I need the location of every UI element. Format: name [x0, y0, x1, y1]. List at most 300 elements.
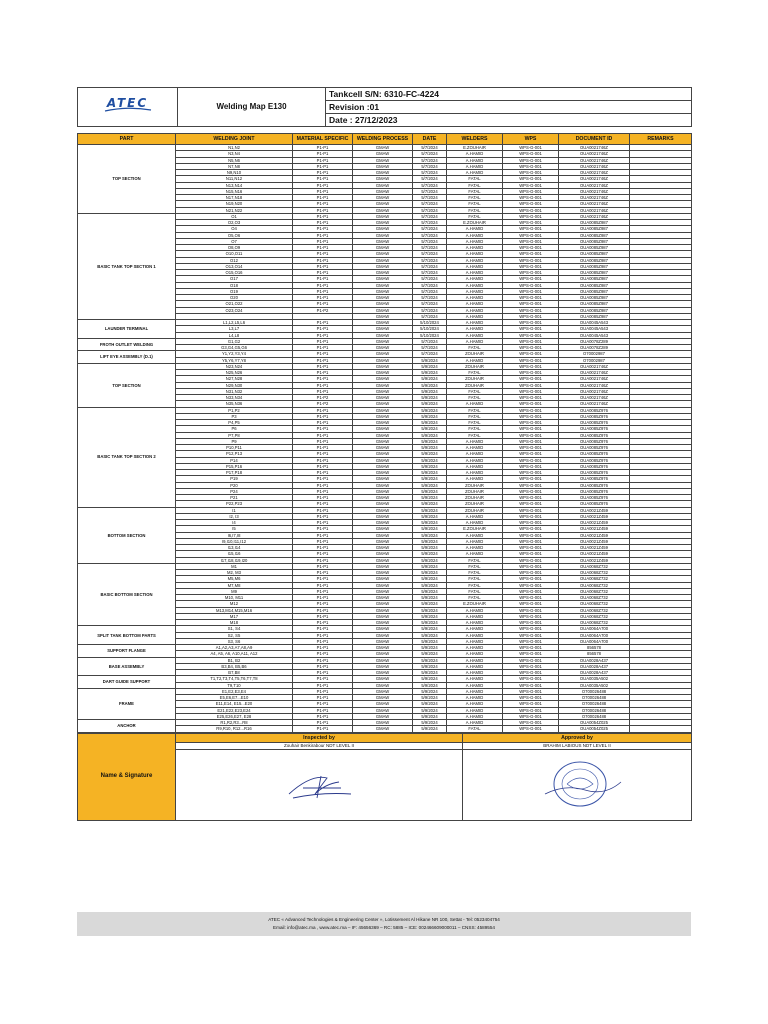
page-footer — [77, 912, 691, 936]
document-id-cell: OUA0021746Z — [559, 195, 630, 201]
material-cell: P1-P1 — [293, 470, 353, 476]
process-cell: GMAW — [353, 388, 413, 394]
material-cell: P1-P1 — [293, 220, 353, 226]
table-row — [78, 720, 692, 726]
part-cell: LIFT EYE ASSEMBLY (D.1) — [78, 351, 176, 364]
wps-cell: WPS-G-001 — [503, 395, 559, 401]
process-cell: GMAW — [353, 195, 413, 201]
welding-joint-cell: P14 — [176, 457, 293, 463]
welding-joint-cell: O5,O6 — [176, 232, 293, 238]
document-id-cell: OUA0085Z987 — [559, 288, 630, 294]
document-id-cell: OUA0085Z987 — [559, 257, 630, 263]
process-cell: GMAW — [353, 482, 413, 488]
process-cell: GMAW — [353, 657, 413, 663]
welder-cell: FATAL — [447, 557, 503, 563]
table-row — [78, 563, 692, 569]
document-id-cell: OUA0085Z976 — [559, 407, 630, 413]
wps-cell: WPS-G-001 — [503, 295, 559, 301]
document-id-cell: OUA0085Z976 — [559, 432, 630, 438]
welding-joint-cell: O1 — [176, 213, 293, 219]
document-id-cell: O70002987 — [559, 357, 630, 363]
welder-cell: FATAL — [447, 595, 503, 601]
wps-cell: WPS-G-001 — [503, 726, 559, 732]
approval-stamp-icon — [525, 754, 635, 814]
date-cell: 5/7/2024 — [413, 220, 447, 226]
date-cell: 5/7/2024 — [413, 157, 447, 163]
welding-joint-cell: M12 — [176, 601, 293, 607]
document-id-cell: OUA0085Z976 — [559, 463, 630, 469]
part-cell: SPLIT TANK BOTTOM PARTS — [78, 626, 176, 645]
wps-cell: WPS-G-001 — [503, 576, 559, 582]
date-cell: 5/9/2024 — [413, 451, 447, 457]
welder-cell: A.HAMID — [447, 257, 503, 263]
document-id-cell: OUA0045A543 — [559, 326, 630, 332]
document-id-cell: OUA0085Z987 — [559, 238, 630, 244]
document-id-cell: OUA0021746Z — [559, 382, 630, 388]
welder-cell: FATAL — [447, 345, 503, 351]
date-cell: 5/7/2024 — [413, 307, 447, 313]
wps-cell: WPS-G-001 — [503, 432, 559, 438]
wps-cell: WPS-G-001 — [503, 226, 559, 232]
wps-cell: WPS-G-001 — [503, 363, 559, 369]
process-cell: GMAW — [353, 295, 413, 301]
welding-joint-cell: N29,N30 — [176, 382, 293, 388]
wps-cell: WPS-G-001 — [503, 263, 559, 269]
welding-joint-cell: N23,N24 — [176, 363, 293, 369]
date-cell: 5/9/2024 — [413, 407, 447, 413]
date-cell: 5/9/2024 — [413, 488, 447, 494]
table-row — [78, 351, 692, 357]
inspected-by-heading: Inspected by — [176, 733, 463, 742]
welder-cell: FATAL — [447, 388, 503, 394]
wps-cell: WPS-G-001 — [503, 407, 559, 413]
document-id-cell: OUA0085Z987 — [559, 295, 630, 301]
date-cell: 5/9/2024 — [413, 363, 447, 369]
welding-joint-cell: N15,N16 — [176, 188, 293, 194]
material-cell: P1-P1 — [293, 245, 353, 251]
process-cell: GMAW — [353, 476, 413, 482]
part-cell: BASIC TANK TOP SECTION 1 — [78, 213, 176, 319]
date-cell: 5/9/2024 — [413, 570, 447, 576]
date-cell: 5/9/2024 — [413, 588, 447, 594]
welding-joint-cell: N33,N34 — [176, 395, 293, 401]
welding-joint-cell: O17 — [176, 276, 293, 282]
welder-cell: ZOUHAIR — [447, 351, 503, 357]
process-cell: GMAW — [353, 582, 413, 588]
welding-joint-cell: Y5,Y6,Y7,Y8 — [176, 357, 293, 363]
material-cell: P1-P1 — [293, 438, 353, 444]
wps-cell: WPS-G-001 — [503, 638, 559, 644]
document-id-cell: O700026488 — [559, 695, 630, 701]
date-cell: 5/7/2024 — [413, 201, 447, 207]
revision: Revision :01 — [326, 101, 692, 114]
part-cell: FROTH OUTLET WELDING — [78, 338, 176, 351]
process-cell: GMAW — [353, 395, 413, 401]
date-cell: 5/9/2024 — [413, 720, 447, 726]
document-id-cell: OUA0068Z732 — [559, 588, 630, 594]
welder-cell: A.HAMID — [447, 632, 503, 638]
welding-joint-cell: O4 — [176, 226, 293, 232]
date-cell: 5/9/2024 — [413, 470, 447, 476]
process-cell: GMAW — [353, 563, 413, 569]
document-header — [77, 87, 692, 127]
date-cell: 5/9/2024 — [413, 713, 447, 719]
approver-name: BRAHIM LABIOUS NDT LEVEL II — [463, 742, 692, 749]
welder-cell: A.HAMID — [447, 476, 503, 482]
welder-cell: A.HAMID — [447, 532, 503, 538]
welder-cell: FATAL — [447, 213, 503, 219]
column-header: PART — [78, 134, 176, 145]
process-cell: GMAW — [353, 726, 413, 732]
welding-joint-cell: B1, B2 — [176, 657, 293, 663]
process-cell: GMAW — [353, 276, 413, 282]
welder-cell: E.ZOUHAIR — [447, 220, 503, 226]
welder-cell: E.ZOUHAIR — [447, 145, 503, 151]
document-id-cell: OUA0085Z987 — [559, 263, 630, 269]
process-cell: GMAW — [353, 645, 413, 651]
date-cell: 5/9/2024 — [413, 595, 447, 601]
process-cell: GMAW — [353, 245, 413, 251]
document-id-cell: OUA0064A700 — [559, 632, 630, 638]
date-cell: 5/7/2024 — [413, 226, 447, 232]
document-id-cell: O700026488 — [559, 688, 630, 694]
welding-joint-cell: P10,P11 — [176, 445, 293, 451]
process-cell: GMAW — [353, 420, 413, 426]
wps-cell: WPS-G-001 — [503, 676, 559, 682]
logo-swoosh-icon — [103, 107, 153, 113]
material-cell: P1-P1 — [293, 151, 353, 157]
document-date: Date : 27/12/2023 — [326, 114, 692, 127]
material-cell: P1-P1 — [293, 320, 353, 326]
welding-joint-cell: N3,N4 — [176, 151, 293, 157]
date-cell: 5/9/2024 — [413, 726, 447, 732]
document-id-cell: OUA0064A700 — [559, 626, 630, 632]
date-cell: 5/9/2024 — [413, 382, 447, 388]
document-id-cell: OUA0028A437 — [559, 657, 630, 663]
wps-cell: WPS-G-001 — [503, 157, 559, 163]
welding-joint-cell: O21,O22 — [176, 301, 293, 307]
welder-cell: A.HAMID — [447, 451, 503, 457]
process-cell: GMAW — [353, 257, 413, 263]
material-cell: P1-P1 — [293, 488, 353, 494]
document-id-cell: OUA0021Z459 — [559, 538, 630, 544]
welding-joint-cell: P17,P18 — [176, 470, 293, 476]
material-cell: P1-P1 — [293, 170, 353, 176]
welder-cell: A.HAMID — [447, 163, 503, 169]
document-id-cell: OUA0068Z732 — [559, 601, 630, 607]
welding-joint-cell: E5,E6,E7...E10 — [176, 695, 293, 701]
date-cell: 5/9/2024 — [413, 638, 447, 644]
date-cell: 5/9/2024 — [413, 551, 447, 557]
welder-cell: A.HAMID — [447, 538, 503, 544]
welder-cell: A.HAMID — [447, 320, 503, 326]
date-cell: 5/7/2024 — [413, 301, 447, 307]
material-cell: P1-P1 — [293, 595, 353, 601]
document-id-cell: OUA0021746Z — [559, 201, 630, 207]
wps-cell: WPS-G-001 — [503, 595, 559, 601]
welder-cell: A.HAMID — [447, 157, 503, 163]
date-cell: 5/9/2024 — [413, 538, 447, 544]
wps-cell: WPS-G-001 — [503, 501, 559, 507]
welder-cell: A.HAMID — [447, 457, 503, 463]
document-id-cell: OUA0021746Z — [559, 151, 630, 157]
approved-by-heading: Approved by — [463, 733, 692, 742]
wps-cell: WPS-G-001 — [503, 520, 559, 526]
date-cell: 5/9/2024 — [413, 532, 447, 538]
wps-cell: WPS-G-001 — [503, 513, 559, 519]
wps-cell: WPS-G-001 — [503, 557, 559, 563]
process-cell: GMAW — [353, 663, 413, 669]
material-cell: P1-P1 — [293, 370, 353, 376]
part-cell: ANCHOR — [78, 720, 176, 733]
process-cell: GMAW — [353, 670, 413, 676]
wps-cell: WPS-G-001 — [503, 601, 559, 607]
process-cell: GMAW — [353, 313, 413, 319]
wps-cell: WPS-G-001 — [503, 476, 559, 482]
date-cell: 5/9/2024 — [413, 501, 447, 507]
date-cell: 5/9/2024 — [413, 607, 447, 613]
wps-cell: WPS-G-001 — [503, 426, 559, 432]
welder-cell: A.HAMID — [447, 307, 503, 313]
material-cell: P1-P1 — [293, 376, 353, 382]
process-cell: GMAW — [353, 495, 413, 501]
process-cell: GMAW — [353, 376, 413, 382]
date-cell: 5/7/2024 — [413, 207, 447, 213]
welding-joint-cell: P20 — [176, 482, 293, 488]
material-cell: P1-P1 — [293, 238, 353, 244]
date-cell: 5/7/2024 — [413, 145, 447, 151]
welder-cell: FATAL — [447, 176, 503, 182]
process-cell: GMAW — [353, 626, 413, 632]
welding-joint-cell: M9 — [176, 588, 293, 594]
process-cell: GMAW — [353, 426, 413, 432]
welder-cell: A.HAMID — [447, 445, 503, 451]
process-cell: GMAW — [353, 432, 413, 438]
welding-joint-cell: O2,O3 — [176, 220, 293, 226]
column-header: REMARKS — [630, 134, 692, 145]
welder-cell: FATAL — [447, 726, 503, 732]
welding-joint-cell: L1,L2,L5,L6 — [176, 320, 293, 326]
part-cell: TOP SECTION — [78, 145, 176, 214]
date-cell: 5/9/2024 — [413, 432, 447, 438]
material-cell: P1-P1 — [293, 582, 353, 588]
process-cell: GMAW — [353, 145, 413, 151]
welding-joint-cell: P9 — [176, 438, 293, 444]
process-cell: GMAW — [353, 695, 413, 701]
material-cell: P1-P1 — [293, 226, 353, 232]
material-cell: P1-P1 — [293, 332, 353, 338]
process-cell: GMAW — [353, 545, 413, 551]
document-id-cell: OUA0068Z732 — [559, 620, 630, 626]
document-id-cell: OUA0085Z976 — [559, 457, 630, 463]
welder-cell: FATAL — [447, 207, 503, 213]
welding-joint-cell: M2, M3 — [176, 570, 293, 576]
inspector-signature-icon — [281, 764, 361, 804]
material-cell: P1-P1 — [293, 576, 353, 582]
welding-joint-cell: I17,I18,I19,I20 — [176, 557, 293, 563]
wps-cell: WPS-G-001 — [503, 720, 559, 726]
process-cell: GMAW — [353, 457, 413, 463]
welding-joint-cell: I15,I16 — [176, 551, 293, 557]
material-cell: P1-P1 — [293, 282, 353, 288]
process-cell: GMAW — [353, 282, 413, 288]
process-cell: GMAW — [353, 188, 413, 194]
welding-joint-cell: G3,G4,G5,G6 — [176, 345, 293, 351]
date-cell: 5/7/2024 — [413, 176, 447, 182]
document-id-cell: OUA0085Z976 — [559, 488, 630, 494]
welder-cell: FATAL — [447, 182, 503, 188]
welding-joint-cell: O20 — [176, 295, 293, 301]
process-cell: GMAW — [353, 363, 413, 369]
document-id-cell: OUA0054Z025 — [559, 726, 630, 732]
welding-joint-cell: S1, S4 — [176, 626, 293, 632]
welder-cell: A.HAMID — [447, 670, 503, 676]
welder-cell: A.HAMID — [447, 520, 503, 526]
welder-cell: ZOUHAIR — [447, 482, 503, 488]
material-cell: P1-P1 — [293, 545, 353, 551]
process-cell: GMAW — [353, 707, 413, 713]
welding-joint-cell: G1,G2 — [176, 338, 293, 344]
material-cell: P1-P1 — [293, 363, 353, 369]
date-cell: 5/9/2024 — [413, 482, 447, 488]
table-row — [78, 657, 692, 663]
column-header: MATERIAL SPECIFIC — [293, 134, 353, 145]
column-header: WELDERS — [447, 134, 503, 145]
welder-cell: FATAL — [447, 188, 503, 194]
date-cell: 5/9/2024 — [413, 582, 447, 588]
table-row — [78, 407, 692, 413]
process-cell: GMAW — [353, 720, 413, 726]
wps-cell: WPS-G-001 — [503, 176, 559, 182]
wps-cell: WPS-G-001 — [503, 688, 559, 694]
footer-address: ATEC « Advanced Technologies & Engineering Center », Lotissement Al Hikane NR 100, Settat - Tel: 0523404754 — [268, 917, 500, 922]
wps-cell: WPS-G-001 — [503, 288, 559, 294]
welding-joint-cell: O18 — [176, 282, 293, 288]
wps-cell: WPS-G-001 — [503, 151, 559, 157]
material-cell: P1-P1 — [293, 270, 353, 276]
date-cell: 5/9/2024 — [413, 395, 447, 401]
document-id-cell: OUA0085Z987 — [559, 251, 630, 257]
date-cell: 5/7/2024 — [413, 282, 447, 288]
process-cell: GMAW — [353, 688, 413, 694]
logo-text: ATEC — [106, 96, 149, 111]
process-cell: GMAW — [353, 288, 413, 294]
date-cell: 5/9/2024 — [413, 707, 447, 713]
process-cell: GMAW — [353, 507, 413, 513]
welding-joint-cell: T1,T2,T3,T4,T5,T6,T7,T8 — [176, 676, 293, 682]
material-cell: P1-P1 — [293, 251, 353, 257]
welder-cell: E.ZOUHAIR — [447, 601, 503, 607]
date-cell: 5/9/2024 — [413, 438, 447, 444]
date-cell: 5/9/2024 — [413, 463, 447, 469]
date-cell: 5/9/2024 — [413, 445, 447, 451]
document-id-cell: OUA0021746Z — [559, 157, 630, 163]
material-cell: P1-P1 — [293, 351, 353, 357]
welding-joint-cell: E21,E22,E23,E24 — [176, 707, 293, 713]
wps-cell: WPS-G-001 — [503, 351, 559, 357]
process-cell: GMAW — [353, 588, 413, 594]
material-cell: P1-P1 — [293, 495, 353, 501]
material-cell: P1-P1 — [293, 420, 353, 426]
date-cell: 5/7/2024 — [413, 195, 447, 201]
wps-cell: WPS-G-001 — [503, 170, 559, 176]
welding-joint-cell: N17,N18 — [176, 195, 293, 201]
column-header: WELDING JOINT — [176, 134, 293, 145]
material-cell: P1-P1 — [293, 632, 353, 638]
date-cell: 5/9/2024 — [413, 626, 447, 632]
document-id-cell: OUA0021746Z — [559, 370, 630, 376]
process-cell: GMAW — [353, 557, 413, 563]
welder-cell: A.HAMID — [447, 282, 503, 288]
wps-cell: WPS-G-001 — [503, 551, 559, 557]
material-cell: P1-P1 — [293, 145, 353, 151]
welding-map-sheet — [77, 87, 691, 821]
material-cell: P1-P1 — [293, 645, 353, 651]
table-row — [78, 645, 692, 651]
date-cell: 5/7/2024 — [413, 232, 447, 238]
document-id-cell: OUA0085Z976 — [559, 420, 630, 426]
material-cell: P1-P1 — [293, 551, 353, 557]
document-id-cell: OUA0021746Z — [559, 376, 630, 382]
welder-cell: FATAL — [447, 370, 503, 376]
date-cell: 5/7/2024 — [413, 188, 447, 194]
date-cell: 5/9/2024 — [413, 545, 447, 551]
welder-cell: A.HAMID — [447, 338, 503, 344]
process-cell: GMAW — [353, 576, 413, 582]
welder-cell: A.HAMID — [447, 170, 503, 176]
date-cell: 5/7/2024 — [413, 263, 447, 269]
material-cell: P1-P1 — [293, 382, 353, 388]
welding-joint-cell: N25,N26 — [176, 370, 293, 376]
welding-joint-cell: I6,I7,I8 — [176, 532, 293, 538]
document-id-cell: OUA0078Z289 — [559, 338, 630, 344]
part-cell: FRAME — [78, 688, 176, 719]
welder-cell: A.HAMID — [447, 438, 503, 444]
wps-cell: WPS-G-001 — [503, 663, 559, 669]
signature-label: Name & Signature — [78, 733, 176, 820]
material-cell: P1-P1 — [293, 538, 353, 544]
date-cell: 5/9/2024 — [413, 401, 447, 407]
date-cell: 5/9/2024 — [413, 676, 447, 682]
document-id-cell: OUA0085Z987 — [559, 270, 630, 276]
document-id-cell: OUA0021Z459 — [559, 551, 630, 557]
welder-cell: A.HAMID — [447, 151, 503, 157]
wps-cell: WPS-G-001 — [503, 651, 559, 657]
material-cell: P1-P1 — [293, 501, 353, 507]
process-cell: GMAW — [353, 326, 413, 332]
welder-cell: E.ZOUHAIR — [447, 526, 503, 532]
welder-cell: A.HAMID — [447, 545, 503, 551]
material-cell: P1-P1 — [293, 345, 353, 351]
material-cell: P1-P1 — [293, 407, 353, 413]
wps-cell: WPS-G-001 — [503, 463, 559, 469]
process-cell: GMAW — [353, 620, 413, 626]
process-cell: GMAW — [353, 526, 413, 532]
process-cell: GMAW — [353, 238, 413, 244]
date-cell: 5/9/2024 — [413, 682, 447, 688]
process-cell: GMAW — [353, 463, 413, 469]
document-id-cell: OUA0085Z976 — [559, 501, 630, 507]
welding-joint-cell: P24 — [176, 488, 293, 494]
date-cell: 5/9/2024 — [413, 513, 447, 519]
material-cell: P1-P2 — [293, 395, 353, 401]
wps-cell: WPS-G-001 — [503, 695, 559, 701]
wps-cell: WPS-G-001 — [503, 238, 559, 244]
welder-cell: A.HAMID — [447, 513, 503, 519]
document-id-cell: OUA0021746Z — [559, 395, 630, 401]
material-cell: P1-P1 — [293, 651, 353, 657]
wps-cell: WPS-G-001 — [503, 332, 559, 338]
